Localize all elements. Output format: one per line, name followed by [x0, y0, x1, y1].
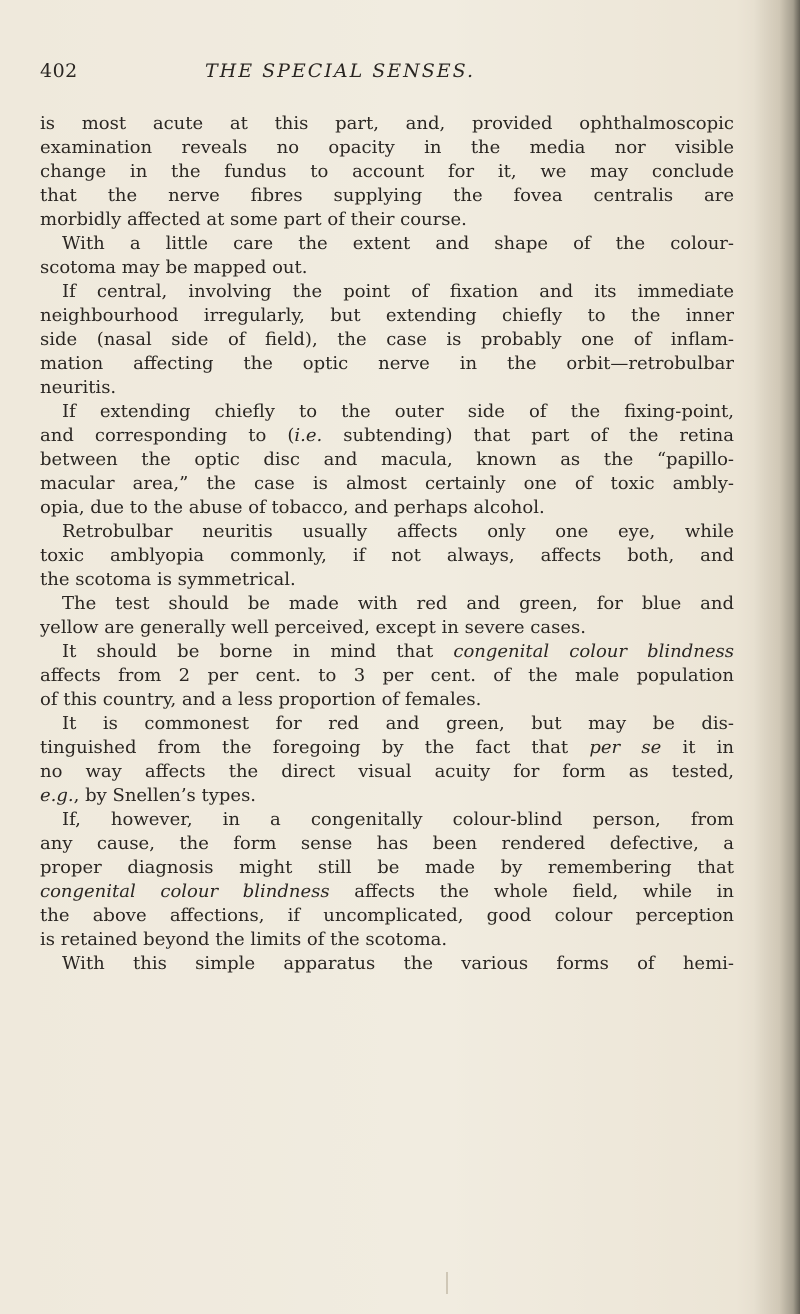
- text-line: tinguished from the foregoing by the fact that per se it in: [40, 737, 734, 758]
- text-line: If, however, in a congenitally colour-blind person, from: [62, 809, 734, 830]
- text-line: yellow are generally well perceived, except in severe cases.: [40, 617, 586, 638]
- text-line: no way affects the direct visual acuity for form as tested,: [40, 761, 734, 782]
- text-line: affects from 2 per cent. to 3 per cent. of the male population: [40, 665, 734, 686]
- text-line: congenital colour blindness affects the whole field, while in: [40, 881, 734, 902]
- text-line: e.g., by Snellen’s types.: [40, 785, 257, 806]
- text-line: It should be borne in mind that congenital colour blindness: [62, 641, 734, 662]
- text-line: If central, involving the point of fixation and its immediate: [62, 281, 734, 302]
- text-line: neighbourhood irregularly, but extending chiefly to the inner: [40, 305, 734, 326]
- text-line: side (nasal side of field), the case is probably one of inflam-: [40, 329, 734, 350]
- text-line: macular area,” the case is almost certainly one of toxic ambly-: [40, 473, 734, 494]
- text-line: proper diagnosis might still be made by remembering that: [40, 857, 734, 878]
- text-line: With a little care the extent and shape of the colour-: [62, 233, 734, 254]
- text-line: is most acute at this part, and, provided ophthalmoscopic: [40, 113, 734, 134]
- text-line: the above affections, if uncomplicated, good colour perception: [40, 905, 734, 926]
- text-line: between the optic disc and macula, known as the “papillo-: [40, 449, 734, 470]
- text-line: neuritis.: [40, 377, 117, 398]
- page-binding-shadow: [754, 0, 800, 1314]
- page-blemish: [446, 1272, 448, 1294]
- text-line: Retrobulbar neuritis usually affects only one eye, while: [62, 521, 734, 542]
- page-header: [40, 60, 720, 90]
- text-line: It is commonest for red and green, but may be dis-: [62, 713, 734, 734]
- running-head: THE SPECIAL SENSES.: [204, 60, 476, 82]
- page-number: 402: [40, 60, 78, 82]
- text-line: that the nerve fibres supplying the fovea centralis are: [40, 185, 734, 206]
- text-line: The test should be made with red and green, for blue and: [62, 593, 734, 614]
- text-line: examination reveals no opacity in the media nor visible: [40, 137, 734, 158]
- text-line: of this country, and a less proportion of females.: [40, 689, 482, 710]
- text-line: is retained beyond the limits of the scotoma.: [40, 929, 448, 950]
- text-line: If extending chiefly to the outer side of the fixing-point,: [62, 401, 734, 422]
- text-line: any cause, the form sense has been rendered defective, a: [40, 833, 734, 854]
- text-line: the scotoma is symmetrical.: [40, 569, 296, 590]
- text-line: scotoma may be mapped out.: [40, 257, 308, 278]
- text-line: toxic amblyopia commonly, if not always, affects both, and: [40, 545, 734, 566]
- text-line: mation affecting the optic nerve in the orbit—retrobulbar: [40, 353, 734, 374]
- body-text: [40, 112, 734, 976]
- text-line: morbidly affected at some part of their course.: [40, 209, 467, 230]
- text-line: change in the fundus to account for it, we may conclude: [40, 161, 734, 182]
- text-line: opia, due to the abuse of tobacco, and perhaps alcohol.: [40, 497, 545, 518]
- text-line: With this simple apparatus the various forms of hemi-: [62, 953, 734, 974]
- text-line: and corresponding to (i.e. subtending) that part of the retina: [40, 425, 734, 446]
